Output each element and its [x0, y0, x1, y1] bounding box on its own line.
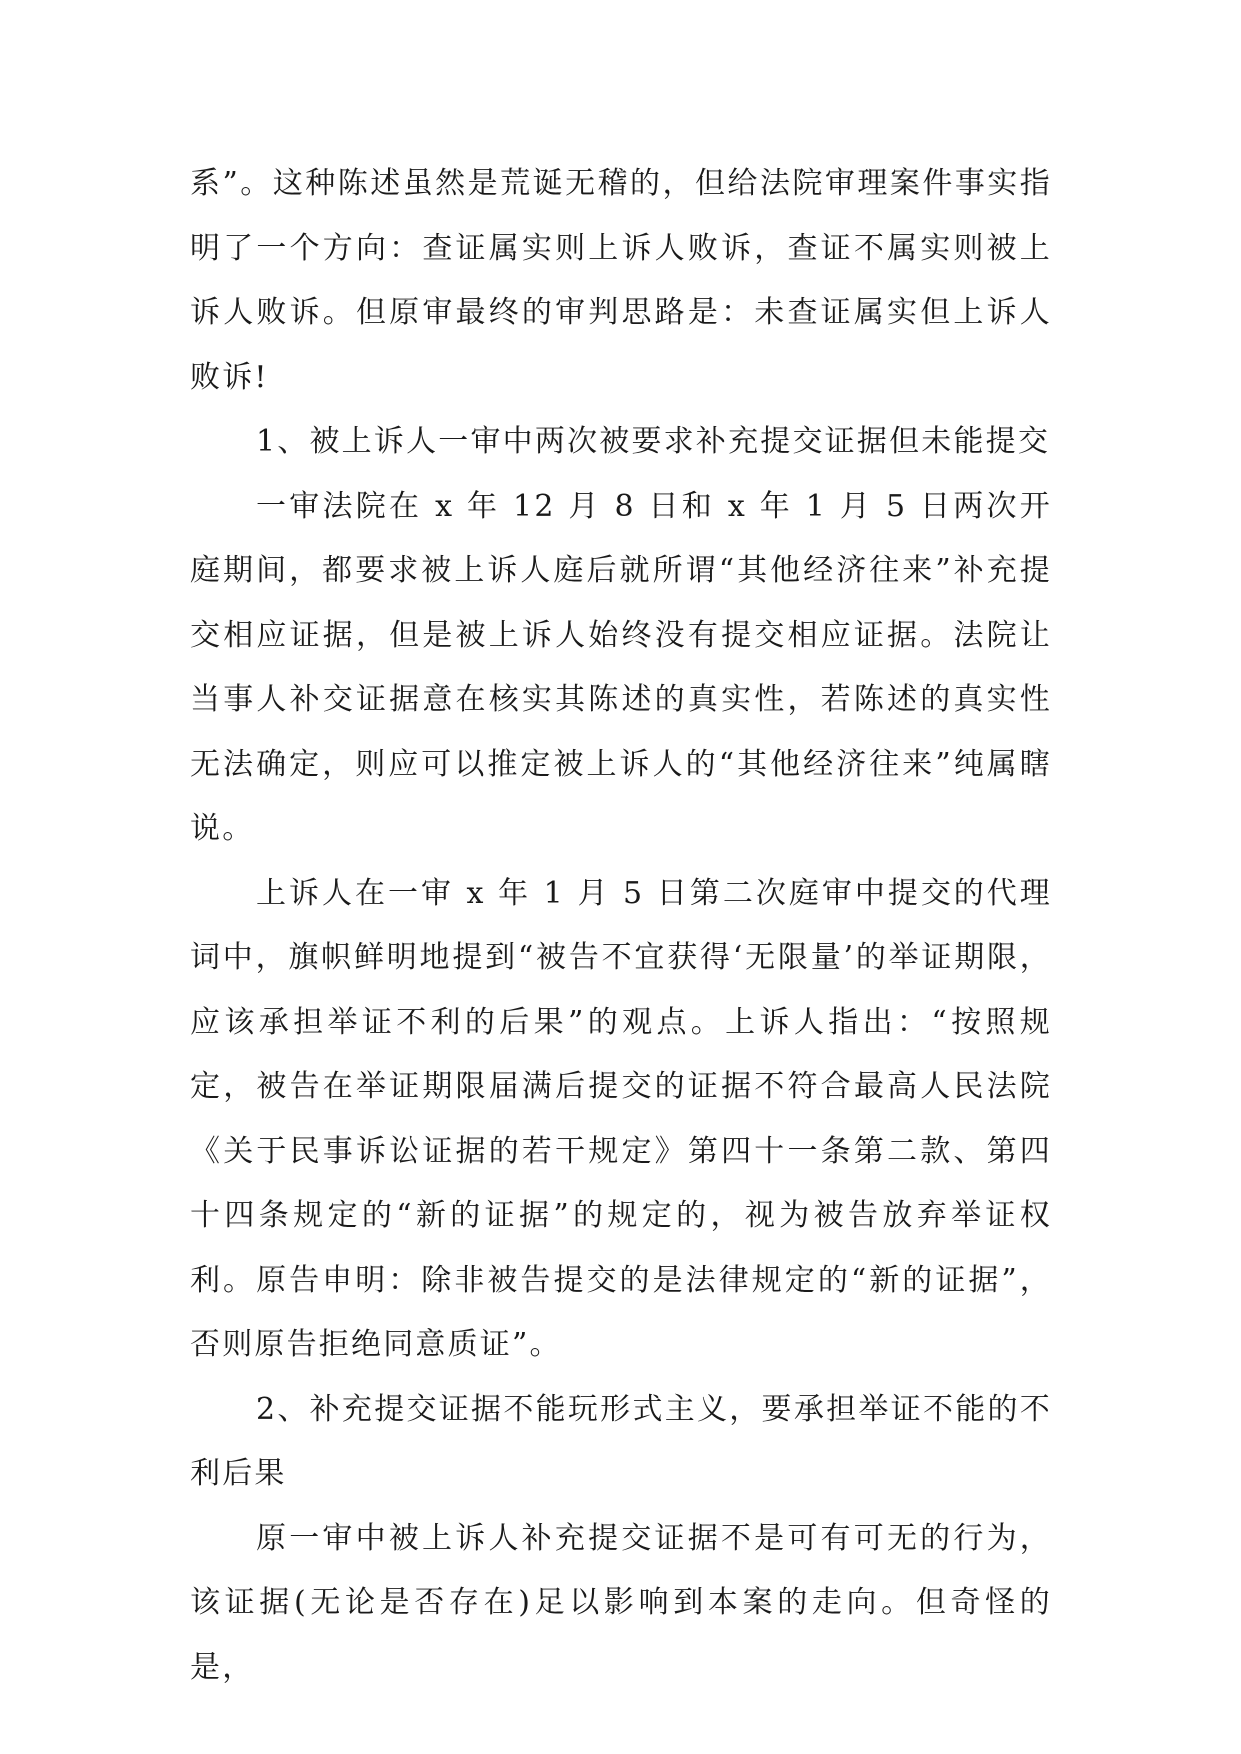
paragraph-continuation: 系”。这种陈述虽然是荒诞无稽的，但给法院审理案件事实指明了一个方向：查证属实则上诉人败诉，查证不属实则被上诉人败诉。但原审最终的审判思路是：未查证属实但上诉人败诉! — [190, 166, 1052, 395]
paragraph: 上诉人在一审 x 年 1 月 5 日第二次庭审中提交的代理词中，旗帜鲜明地提到“被告不宜获得‘无限量’的举证期限，应该承担举证不利的后果”的观点。上诉人指出：“按照规定，被告在举证期限届满后提交的证据不符合最高人民法院《关于民事诉讼证据的若干规定》第四十一条第二款、第四十四条规定的“新的证据”的规定的，视为被告放弃举证权利。原告申明：除非被告提交的是法律规定的“新的证据”，否则原告拒绝同意质证”。 — [190, 875, 1052, 1362]
paragraph: 一审法院在 x 年 12 月 8 日和 x 年 1 月 5 日两次开庭期间，都要求被上诉人庭后就所谓“其他经济往来”补充提交相应证据，但是被上诉人始终没有提交相应证据。法院让当事人补交证据意在核实其陈述的真实性，若陈述的真实性无法确定，则应可以推定被上诉人的“其他经济往来”纯属瞎说。 — [190, 488, 1052, 846]
section-heading-2: 2、补充提交证据不能玩形式主义，要承担举证不能的不利后果 — [190, 1391, 1052, 1491]
document-body — [190, 152, 1052, 1700]
paragraph: 原一审中被上诉人补充提交证据不是可有可无的行为，该证据(无论是否存在)足以影响到本案的走向。但奇怪的是， — [190, 1520, 1052, 1685]
section-heading-1: 1、被上诉人一审中两次被要求补充提交证据但未能提交 — [256, 424, 1051, 459]
